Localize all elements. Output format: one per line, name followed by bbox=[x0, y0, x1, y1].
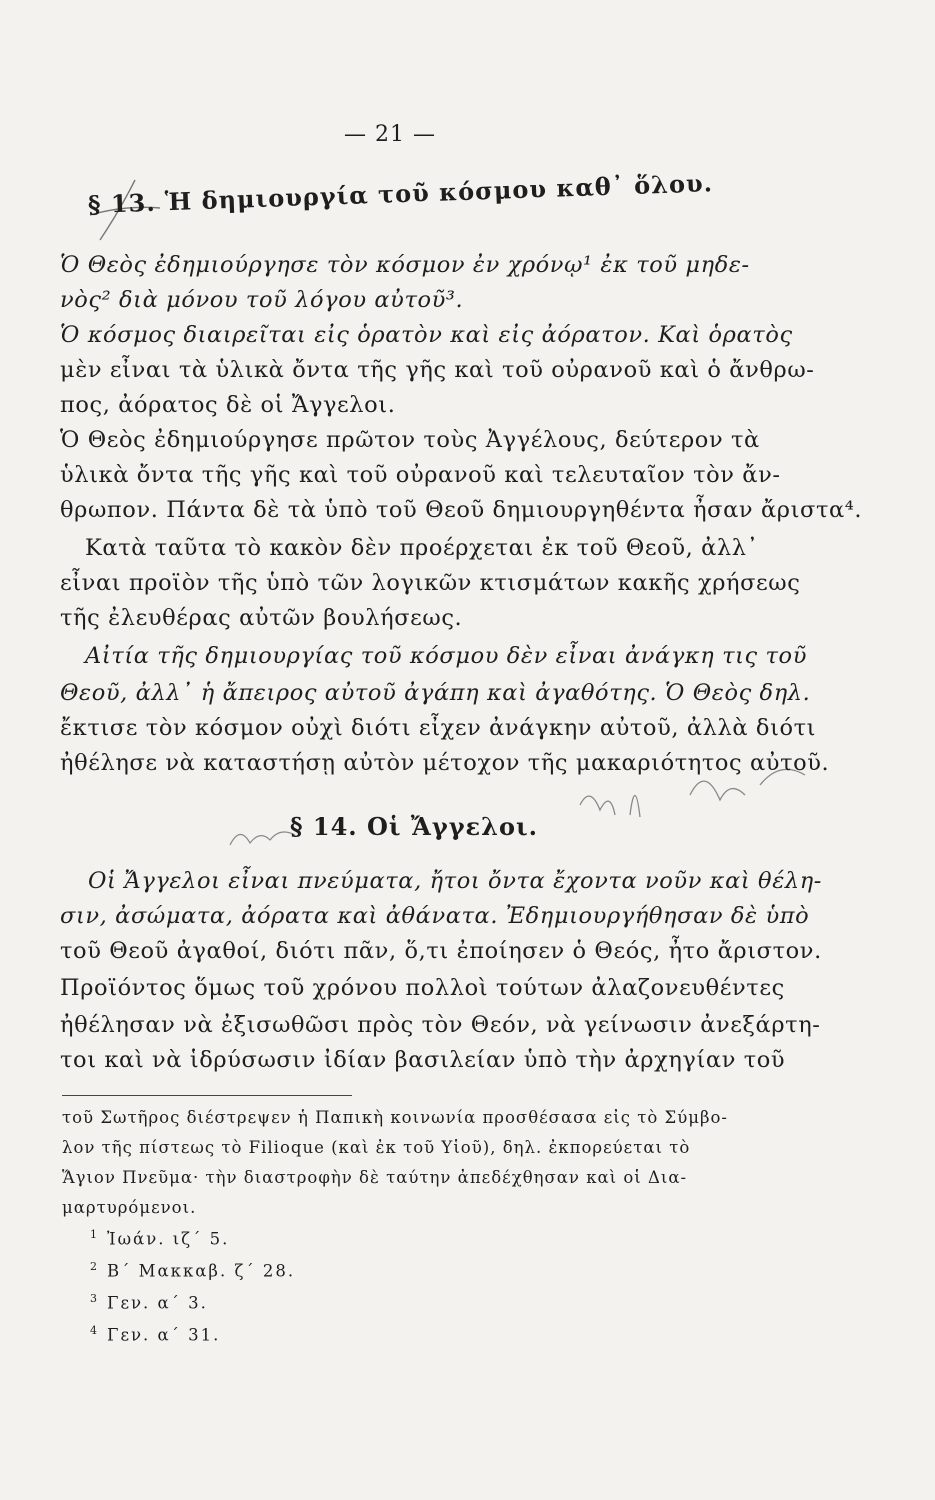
s13-line-14: ἔκτισε τὸν κόσμον οὐχὶ διότι εἶχεν ἀνάγκην αὐτοῦ, ἀλλὰ διότι bbox=[60, 715, 817, 741]
s14-line-4: Προϊόντος ὅμως τοῦ χρόνου πολλοὶ τούτων ἀλαζονευθέντες bbox=[60, 975, 785, 1001]
footnote-mark: 3 bbox=[90, 1292, 99, 1305]
footnote-mark: 1 bbox=[90, 1228, 99, 1241]
footnote-text: Ἰωάν. ιζ´ 5. bbox=[107, 1229, 230, 1249]
footnote-mark: 4 bbox=[90, 1324, 99, 1337]
page-number: — 21 — bbox=[344, 122, 436, 147]
s13-line-10: εἶναι προϊὸν τῆς ὑπὸ τῶν λογικῶν κτισμάτων κακῆς χρήσεως bbox=[60, 570, 801, 596]
s13-line-8: θρωπον. Πάντα δὲ τὰ ὑπὸ τοῦ Θεοῦ δημιουργηθέντα ἦσαν ἄριστα⁴. bbox=[60, 497, 863, 523]
s13-line-11: τῆς ἐλευθέρας αὐτῶν βουλήσεως. bbox=[60, 605, 463, 631]
s13-line-6: Ὁ Θεὸς ἐδημιούργησε πρῶτον τοὺς Ἀγγέλους, δεύτερον τὰ bbox=[60, 427, 760, 453]
footnote-cont-line-1: τοῦ Σωτῆρος διέστρεψεν ἡ Παπικὴ κοινωνία προσθέσασα εἰς τὸ Σύμβο- bbox=[62, 1108, 729, 1127]
s13-line-4: μὲν εἶναι τὰ ὑλικὰ ὄντα τῆς γῆς καὶ τοῦ οὐρανοῦ καὶ ὁ ἄνθρω- bbox=[60, 357, 815, 383]
s13-line-13: Θεοῦ, ἀλλ᾽ ἡ ἄπειρος αὐτοῦ ἀγάπη καὶ ἀγαθότης. Ὁ Θεὸς δηλ. bbox=[60, 680, 811, 706]
footnote-mark: 2 bbox=[90, 1260, 99, 1273]
footnote-cont-line-4: μαρτυρόμενοι. bbox=[62, 1198, 197, 1217]
footnote-text: Γεν. α´ 3. bbox=[107, 1293, 208, 1313]
s14-line-1: Οἱ Ἄγγελοι εἶναι πνεύματα, ἤτοι ὄντα ἔχοντα νοῦν καὶ θέλη- bbox=[88, 868, 823, 894]
s14-line-6: τοι καὶ νὰ ἱδρύσωσιν ἰδίαν βασιλείαν ὑπὸ τὴν ἀρχηγίαν τοῦ bbox=[60, 1047, 786, 1073]
s13-line-5: πος, ἀόρατος δὲ οἱ Ἄγγελοι. bbox=[60, 392, 396, 418]
s13-line-15: ἠθέλησε νὰ καταστήσῃ αὐτὸν μέτοχον τῆς μακαριότητος αὐτοῦ. bbox=[60, 750, 830, 776]
footnote-cont-line-2: λον τῆς πίστεως τὸ Filioque (καὶ ἐκ τοῦ Υἱοῦ), δηλ. ἐκπορεύεται τὸ bbox=[62, 1138, 691, 1157]
footnote-rule bbox=[62, 1095, 352, 1096]
section-14-heading: § 14. Οἱ Ἄγγελοι. bbox=[290, 812, 538, 841]
s13-line-9: Κατὰ ταῦτα τὸ κακὸν δὲν προέρχεται ἐκ τοῦ Θεοῦ, ἀλλ᾽ bbox=[85, 535, 759, 561]
s14-line-3: τοῦ Θεοῦ ἀγαθοί, διότι πᾶν, ὅ,τι ἐποίησεν ὁ Θεός, ἦτο ἄριστον. bbox=[60, 938, 822, 964]
footnote-text: Γεν. α´ 31. bbox=[107, 1325, 221, 1345]
s13-line-12: Αἰτία τῆς δημιουργίας τοῦ κόσμου δὲν εἶναι ἀνάγκη τις τοῦ bbox=[85, 643, 807, 669]
footnote-ref-3 bbox=[90, 1292, 208, 1313]
s14-line-2: σιν, ἀσώματα, ἀόρατα καὶ ἀθάνατα. Ἐδημιουργήθησαν δὲ ὑπὸ bbox=[60, 903, 810, 929]
section-13-heading: § 13. Ἡ δημιουργία τοῦ κόσμου καθ᾽ ὅλου. bbox=[87, 168, 714, 219]
s13-line-7: ὑλικὰ ὄντα τῆς γῆς καὶ τοῦ οὐρανοῦ καὶ τελευταῖον τὸν ἄν- bbox=[60, 462, 781, 488]
footnote-ref-4 bbox=[90, 1324, 220, 1345]
s13-line-2: νὸς² διὰ μόνου τοῦ λόγου αὐτοῦ³. bbox=[60, 287, 464, 313]
footnote-text: Β´ Μακκαβ. ζ´ 28. bbox=[107, 1261, 296, 1281]
footnote-cont-line-3: Ἅγιον Πνεῦμα· τὴν διαστροφὴν δὲ ταύτην ἀπεδέχθησαν καὶ οἱ Δια- bbox=[62, 1168, 688, 1187]
s13-line-3: Ὁ κόσμος διαιρεῖται εἰς ὁρατὸν καὶ εἰς ἀόρατον. Καὶ ὁρατὸς bbox=[60, 322, 793, 348]
s13-line-1: Ὁ Θεὸς ἐδημιούργησε τὸν κόσμον ἐν χρόνῳ¹ ἐκ τοῦ μηδε- bbox=[60, 252, 750, 278]
s14-line-5: ἠθέλησαν νὰ ἐξισωθῶσι πρὸς τὸν Θεόν, νὰ γείνωσιν ἀνεξάρτη- bbox=[60, 1012, 821, 1038]
footnote-ref-2 bbox=[90, 1260, 295, 1281]
footnote-ref-1 bbox=[90, 1228, 229, 1249]
